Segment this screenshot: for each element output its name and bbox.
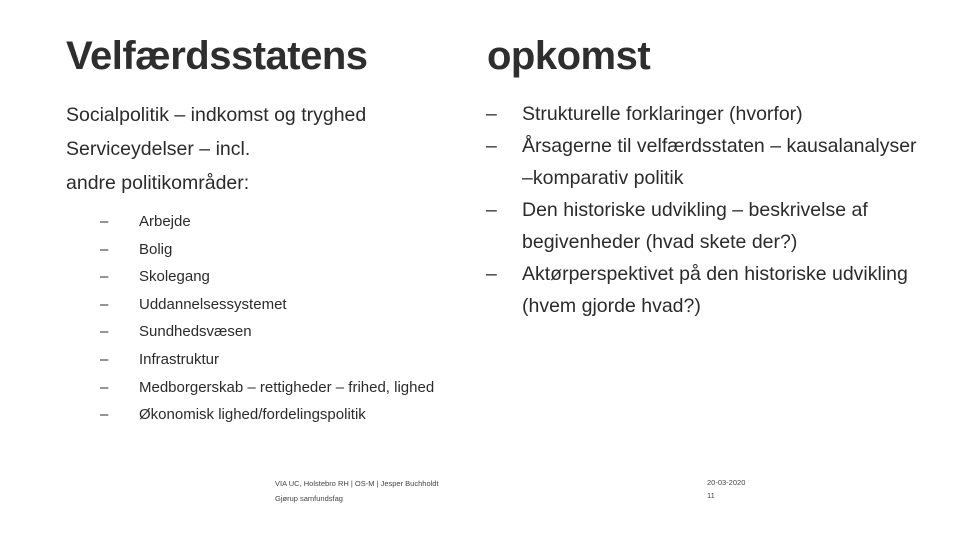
dash-marker: – <box>100 240 109 258</box>
list-item <box>66 374 476 402</box>
lead-line: Socialpolitik – indkomst og tryghed <box>66 104 367 126</box>
dash-marker: – <box>486 135 497 157</box>
list-item-text: Økonomisk lighed/fordelingspolitik <box>139 406 366 424</box>
dash-marker: – <box>100 406 109 424</box>
list-item <box>486 194 926 258</box>
list-item <box>486 98 926 130</box>
explanation-list <box>486 98 926 322</box>
list-item <box>66 318 476 346</box>
dash-marker: – <box>100 213 109 230</box>
list-item-text: Aktørperspektivet på den historiske udvikling (hvem gjorde hvad?) <box>522 263 908 317</box>
list-item-text: Skolegang <box>139 268 210 286</box>
right-column <box>486 98 926 322</box>
dash-marker: – <box>486 199 497 221</box>
list-item-text: Infrastruktur <box>139 350 220 368</box>
lead-line: Serviceydelser – incl. <box>66 138 251 160</box>
footer-author <box>275 476 439 506</box>
list-item-text: Årsagerne til velfærdsstaten – kausalanalyser –komparativ politik <box>522 135 917 189</box>
list-item <box>66 401 476 429</box>
list-item <box>66 263 476 291</box>
dash-marker: – <box>486 103 497 125</box>
dash-marker: – <box>100 378 109 396</box>
footer-meta <box>707 476 745 502</box>
list-item <box>486 130 926 194</box>
list-item <box>66 291 476 319</box>
dash-marker: – <box>100 295 109 313</box>
left-column <box>66 98 476 429</box>
list-item <box>66 346 476 374</box>
footer-author-line: Gjørup samfundsfag <box>275 494 343 503</box>
footer-author-line: VIA UC, Holstebro RH | OS-M | Jesper Buchholdt <box>275 479 439 488</box>
dash-marker: – <box>100 350 109 368</box>
dash-marker: – <box>100 323 109 341</box>
list-item <box>66 236 476 264</box>
list-item-text: Bolig <box>139 240 173 258</box>
title-left: Velfærdsstatens <box>66 34 368 78</box>
lead-line: andre politikområder: <box>66 172 250 194</box>
footer-date: 20-03-2020 <box>707 478 746 487</box>
list-item <box>66 208 476 236</box>
list-item-text: Medborgerskab – rettigheder – frihed, lighed <box>139 378 435 396</box>
dash-marker: – <box>486 263 497 285</box>
list-item-text: Den historiske udvikling – beskrivelse af begivenheder (hvad skete der?) <box>522 199 868 253</box>
list-item <box>486 258 926 322</box>
list-item-text: Sundhedsvæsen <box>139 323 252 341</box>
dash-marker: – <box>100 268 109 286</box>
list-item-text: Strukturelle forklaringer (hvorfor) <box>522 103 803 125</box>
title-right: opkomst <box>487 34 651 78</box>
list-item-text: Uddannelsessystemet <box>139 295 287 313</box>
page-number: 11 <box>707 491 715 500</box>
list-item-text: Arbejde <box>139 213 191 230</box>
policy-area-list <box>66 208 476 429</box>
